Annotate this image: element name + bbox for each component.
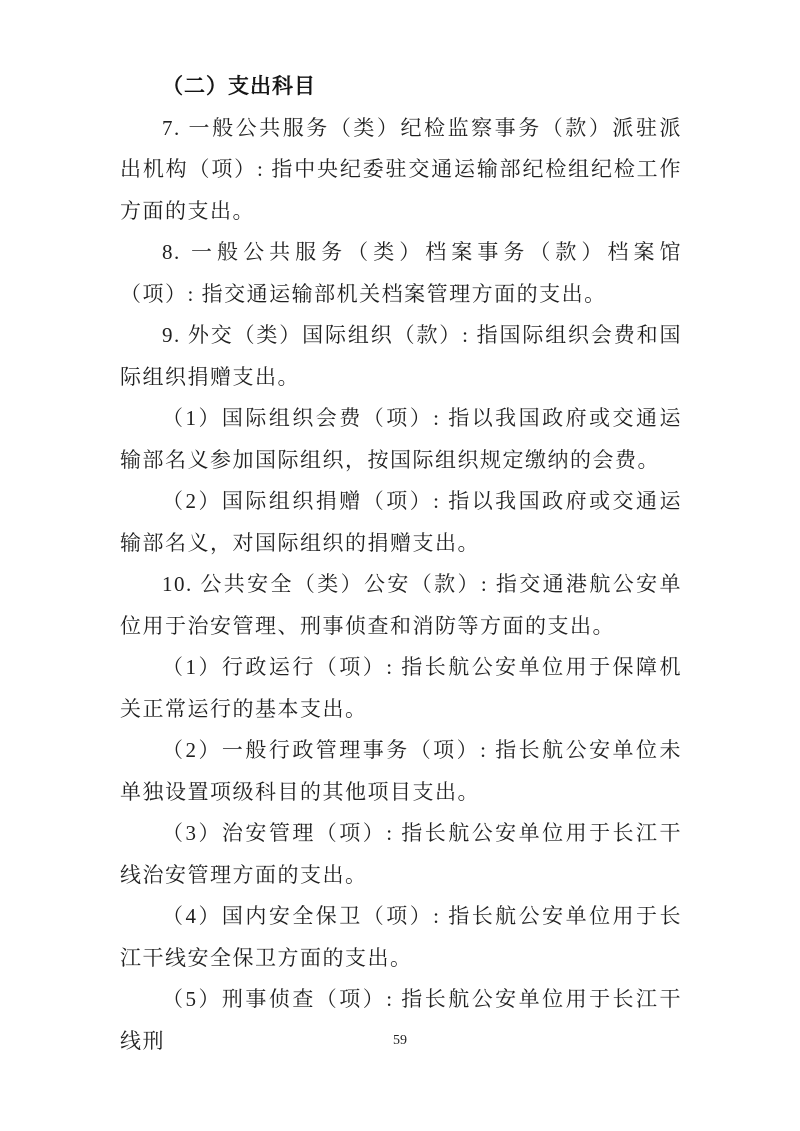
paragraph-list (120, 108, 682, 1063)
paragraph: 7. 一般公共服务（类）纪检监察事务（款）派驻派出机构（项）: 指中央纪委驻交通运输部纪检组纪检工作方面的支出。 (120, 115, 682, 223)
paragraph: （1）国际组织会费（项）: 指以我国政府或交通运输部名义参加国际组织，按国际组织规定缴纳的会费。 (120, 406, 682, 472)
paragraph: 9. 外交（类）国际组织（款）: 指国际组织会费和国际组织捐赠支出。 (120, 323, 682, 389)
paragraph: 8. 一般公共服务（类）档案事务（款）档案馆（项）: 指交通运输部机关档案管理方面的支出。 (120, 240, 682, 306)
section-heading: （二）支出科目 (162, 75, 316, 98)
paragraph: （2）一般行政管理事务（项）: 指长航公安单位未单独设置项级科目的其他项目支出。 (120, 738, 682, 804)
page-number: 59 (393, 1033, 407, 1048)
paragraph: （4）国内安全保卫（项）: 指长航公安单位用于长江干线安全保卫方面的支出。 (120, 904, 682, 970)
paragraph: （2）国际组织捐赠（项）: 指以我国政府或交通运输部名义，对国际组织的捐赠支出。 (120, 489, 682, 555)
paragraph: （3）治安管理（项）: 指长航公安单位用于长江干线治安管理方面的支出。 (120, 821, 682, 887)
paragraph: 10. 公共安全（类）公安（款）: 指交通港航公安单位用于治安管理、刑事侦查和消防等方面的支出。 (120, 572, 682, 638)
document-content (120, 66, 682, 1062)
paragraph: （1）行政运行（项）: 指长航公安单位用于保障机关正常运行的基本支出。 (120, 655, 682, 721)
paragraph: （5）刑事侦查（项）: 指长航公安单位用于长江干线刑 (120, 987, 682, 1053)
